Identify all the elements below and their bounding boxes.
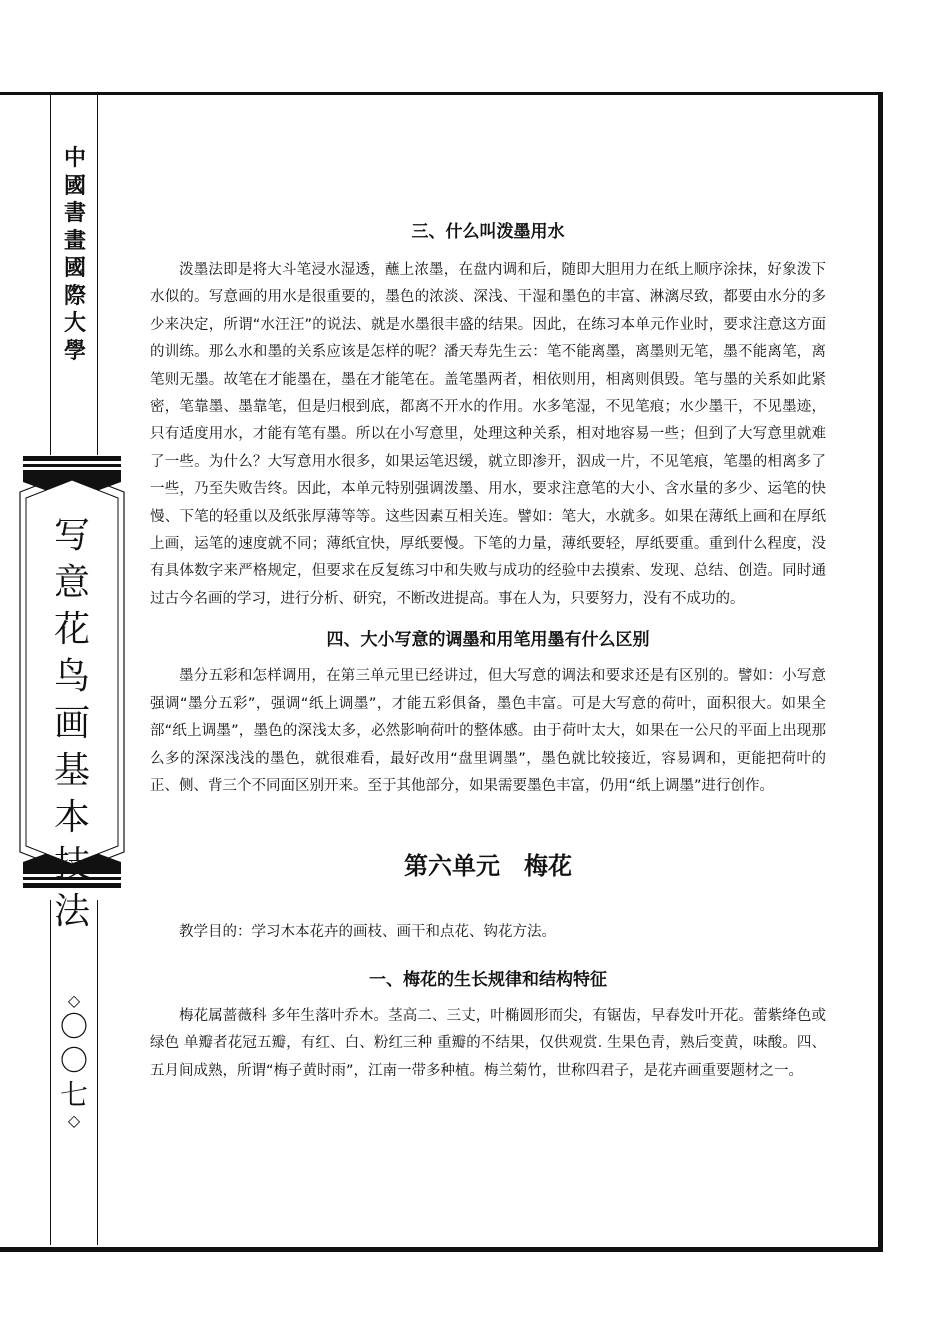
section-paragraph: 梅花属蔷薇科 多年生落叶乔木。茎高二、三丈，叶椭圆形而尖，有锯齿，早春发叶开花。蕾紫绛色或绿色 单瓣者花冠五瓣，有红、白、粉红三种 重瓣的不结果，仅供观赏. 生果色青，熟后变黄，味酸。四、五月间成熟，所谓“梅子黄时雨”，江南一带多种植。梅兰菊竹，世称四君子，是花卉画重要题材之一。 — [150, 1007, 826, 1079]
unit-title: 第六单元 梅花 — [404, 851, 572, 881]
main-content — [150, 215, 826, 1085]
page-digit: 七 — [59, 1078, 88, 1111]
spine-char: 中 — [63, 146, 86, 171]
title-char: 基 — [53, 750, 90, 791]
spine-char: 畫 — [63, 228, 86, 254]
book-title-plaque — [17, 452, 127, 932]
diamond-icon: ◇ — [67, 991, 81, 1010]
title-char: 法 — [53, 891, 90, 932]
spine-char: 大 — [63, 311, 86, 336]
frame-right-rule — [878, 92, 883, 1252]
spine-right-line-lower — [97, 900, 98, 1245]
spine-left-line-upper — [50, 95, 51, 455]
spine-char: 國 — [63, 256, 86, 281]
spine-char: 書 — [63, 201, 86, 226]
frame-bottom-rule — [0, 1247, 883, 1252]
title-char: 写 — [53, 515, 90, 556]
spine-char: 國 — [63, 173, 86, 199]
section-paragraph: 墨分五彩和怎样调用，在第三单元里已经讲过，但大写意的调法和要求还是有区别的。譬如：小写意强调“墨分五彩”，强调“纸上调墨”，才能五彩俱备，墨色丰富。可是大写意的荷叶，面积很大。如果全部“纸上调墨”，墨色的深浅太多，必然影响荷叶的整体感。由于荷叶太大，如果在一公尺的平面上出现那么多的深深浅浅的墨色，就很难看，最好改用“盘里调墨”，墨色就比较接近，容易调和，更能把荷叶的正、侧、背三个不同面区别开来。至于其他部分，如果需要墨色丰富，仍用“纸上调墨”进行创作。 — [150, 668, 826, 794]
section-paragraph: 泼墨法即是将大斗笔浸水湿透，蘸上浓墨，在盘内调和后，随即大胆用力在纸上顺序涂抹，好象泼下水似的。写意画的用水是很重要的，墨色的浓淡、深浅、干湿和墨色的丰富、淋漓尽致，都要由水分的多少来决定，所谓“水汪汪”的说法、就是水墨很丰盛的结果。因此，在练习本单元作业时，要求注意这方面的训练。那么水和墨的关系应该是怎样的呢？潘天寿先生云：笔不能离墨，离墨则无笔，墨不能离笔，离笔则无墨。故笔在才能墨在，墨在才能笔在。盖笔墨两者，相依则用，相离则俱毁。笔与墨的关系如此紧密，笔靠墨、墨靠笔，但是归根到底，都离不开水的作用。水多笔湿，不见笔痕；水少墨干，不见墨迹，只有适度用水，才能有笔有墨。所以在小写意里，处理这种关系，相对地容易一些；但到了大写意里就难了一些。为什么？大写意用水很多，如果运笔迟缓，就立即渗开，泅成一片，不见笔痕，笔墨的相离多了一些，乃至失败告终。因此，本单元特别强调泼墨、用水，要求注意笔的大小、含水量的多少、运笔的快慢、下笔的轻重以及纸张厚薄等等。这些因素互相关连。譬如：笔大，水就多。如果在薄纸上画和在厚纸上画，运笔的速度就不同；薄纸宜快，厚纸要慢。下笔的力量，薄纸要轻，厚纸要重。重到什么程度，没有具体数字来严格规定，但要求在反复练习中和失败与成功的经验中去摸索、发现、总结、创造。同时通过古今名画的学习，进行分析、研究，不断改进提高。事在人为，只要努力，没有不成功的。 — [150, 262, 826, 607]
title-char: 本 — [53, 797, 90, 838]
title-char: 画 — [53, 703, 90, 744]
section-heading: 三、什么叫泼墨用水 — [411, 222, 565, 242]
book-title-vertical — [39, 512, 105, 935]
title-char: 鸟 — [53, 656, 90, 697]
page-number — [52, 992, 96, 1130]
spine-university-name — [58, 145, 92, 365]
title-char: 技 — [53, 844, 90, 885]
spine-char: 際 — [63, 283, 86, 309]
spine-left-line-lower — [50, 900, 51, 1245]
teaching-goal: 教学目的：学习木本花卉的画枝、画干和点花、钩花方法。 — [179, 924, 556, 941]
diamond-icon: ◇ — [67, 1111, 81, 1130]
section-heading: 一、梅花的生长规律和结构特征 — [369, 969, 607, 990]
section-heading: 四、大小写意的调墨和用笔用墨有什么区别 — [326, 630, 650, 651]
page-digit: 〇 — [59, 1010, 88, 1043]
title-char: 花 — [53, 609, 90, 650]
frame-top-rule — [0, 92, 883, 95]
spine-right-line-upper — [97, 95, 98, 455]
title-char: 意 — [53, 562, 90, 603]
page-digit: 〇 — [59, 1044, 88, 1077]
spine-char: 學 — [63, 338, 86, 364]
